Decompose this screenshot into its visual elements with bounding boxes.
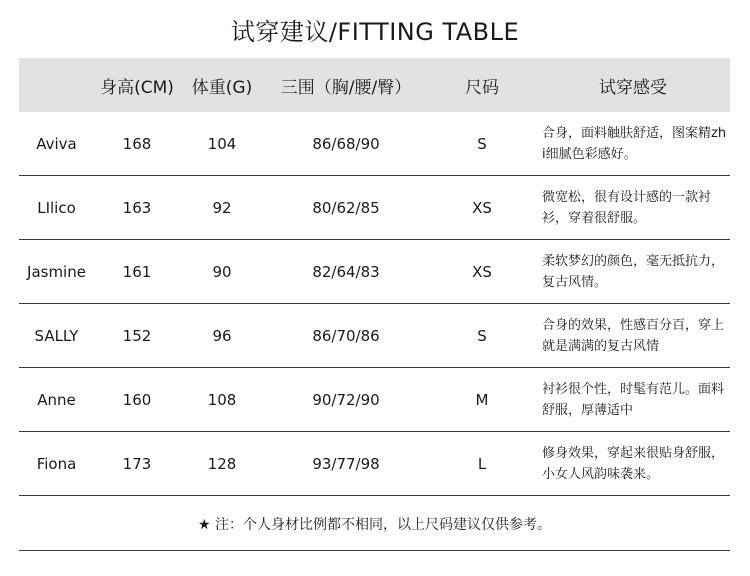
header-size: 尺码 xyxy=(465,77,499,98)
table-header xyxy=(19,58,730,112)
cell-fit: 修身效果，穿起来很贴身舒服，小女人风韵味袭来。 xyxy=(542,445,725,482)
cell-name: Fiona xyxy=(36,454,77,473)
header-height: 身高(CM) xyxy=(100,77,174,98)
cell-name: Jasmine xyxy=(27,262,86,281)
table-row xyxy=(19,432,730,496)
cell-weight: 104 xyxy=(207,134,237,153)
footnote: ★ 注：个人身材比例都不相同，以上尺码建议仅供参考。 xyxy=(19,498,730,551)
cell-measurements: 82/64/83 xyxy=(312,262,380,281)
page-title: 试穿建议/FITTING TABLE xyxy=(230,18,520,46)
cell-measurements: 80/62/85 xyxy=(312,198,380,217)
table-row xyxy=(19,240,730,304)
cell-size: L xyxy=(477,454,487,473)
cell-weight: 96 xyxy=(212,326,232,345)
cell-size: S xyxy=(477,326,487,345)
cell-fit: 微宽松，很有设计感的一款衬衫，穿着很舒服。 xyxy=(542,189,712,226)
table-row xyxy=(19,304,730,368)
cell-measurements: 93/77/98 xyxy=(312,454,380,473)
cell-fit: 衬衫很个性，时髦有范儿。面料舒服，厚薄适中 xyxy=(542,381,725,418)
cell-fit: 合身，面料触肤舒适，图案精zhi细腻色彩感好。 xyxy=(542,125,727,162)
cell-name: Anne xyxy=(37,390,76,409)
cell-size: S xyxy=(477,134,487,153)
header-fit: 试穿感受 xyxy=(599,77,667,98)
cell-height: 152 xyxy=(122,326,152,345)
cell-name: SALLY xyxy=(34,326,79,345)
cell-height: 163 xyxy=(122,198,152,217)
cell-weight: 128 xyxy=(207,454,237,473)
cell-height: 173 xyxy=(122,454,152,473)
table-row xyxy=(19,176,730,240)
fitting-table xyxy=(19,58,730,496)
cell-weight: 90 xyxy=(212,262,232,281)
cell-measurements: 86/70/86 xyxy=(312,326,380,345)
cell-name: LIlico xyxy=(37,198,76,217)
table-row xyxy=(19,112,730,176)
cell-fit: 柔软梦幻的颜色，毫无抵抗力，复古风情。 xyxy=(542,253,725,290)
header-measurements: 三围（胸/腰/臀） xyxy=(280,77,412,98)
cell-name: Aviva xyxy=(36,134,77,153)
table-row xyxy=(19,368,730,432)
cell-height: 160 xyxy=(122,390,152,409)
cell-measurements: 90/72/90 xyxy=(312,390,380,409)
cell-size: XS xyxy=(472,198,492,217)
cell-height: 161 xyxy=(122,262,152,281)
cell-measurements: 86/68/90 xyxy=(312,134,380,153)
cell-height: 168 xyxy=(122,134,152,153)
cell-size: XS xyxy=(472,262,492,281)
cell-size: M xyxy=(475,390,489,409)
cell-weight: 108 xyxy=(207,390,237,409)
cell-weight: 92 xyxy=(212,198,232,217)
header-weight: 体重(G) xyxy=(191,77,253,98)
cell-fit: 合身的效果，性感百分百，穿上就是满满的复古风情 xyxy=(542,317,725,354)
